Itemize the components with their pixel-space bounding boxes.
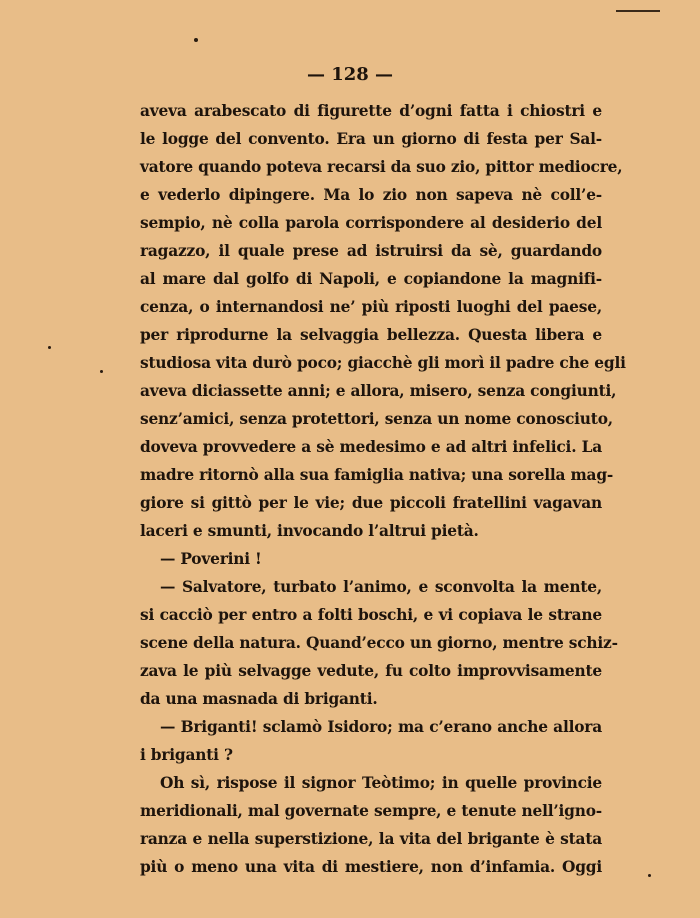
text-line: — Salvatore, turbato l’animo, e sconvolta la mente, [160,578,602,596]
page-text-body [140,97,626,881]
text-line: al mare dal golfo di Napoli, e copiandone la magnifi- [140,270,602,288]
text-line: ranza e nella superstizione, la vita del brigante è stata [140,830,602,848]
scan-artifact-mark [616,0,660,12]
text-line: senz’amici, senza protettori, senza un nome conosciuto, [140,410,613,428]
text-line: scene della natura. Quand’ecco un giorno, mentre schiz- [140,634,618,652]
page-number: — 128 — [306,64,394,85]
text-line: meridionali, mal governate sempre, e tenute nell’igno- [140,802,602,820]
text-line: aveva arabescato di figurette d’ogni fatta i chiostri e [140,102,602,120]
text-line: si cacciò per entro a folti boschi, e vi copiava le strane [140,606,602,624]
text-line: più o meno una vita di mestiere, non d’infamia. Oggi [140,858,602,876]
text-line: ragazzo, il quale prese ad istruirsi da sè, guardando [140,242,602,260]
text-line: — Briganti! sclamò Isidoro; ma c’erano anche allora [160,718,602,736]
text-line: sempio, nè colla parola corrispondere al desiderio del [140,214,602,232]
text-line: madre ritornò alla sua famiglia nativa; una sorella mag- [140,466,614,484]
text-line: Oh sì, rispose il signor Teòtimo; in quelle provincie [160,774,602,792]
text-line: vatore quando poteva recarsi da suo zio, pittor mediocre, [140,158,623,176]
text-line: studiosa vita durò poco; giacchè gli morì il padre che egli [140,354,626,372]
text-line: — Poverini ! [160,550,262,568]
text-line: da una masnada di briganti. [140,690,378,708]
text-line: giore si gittò per le vie; due piccoli fratellini vagavan [140,494,602,512]
scan-speck [194,38,198,42]
text-line: per riprodurne la selvaggia bellezza. Questa libera e [140,326,602,344]
text-line: zava le più selvagge vedute, fu colto improvvisamente [140,662,602,680]
text-line: le logge del convento. Era un giorno di festa per Sal- [140,130,602,148]
scan-speck [48,346,51,349]
text-line: e vederlo dipingere. Ma lo zio non sapeva nè coll’e- [140,186,602,204]
text-line: doveva provvedere a sè medesimo e ad altri infelici. La [140,438,602,456]
text-line: i briganti ? [140,746,233,764]
scan-speck [648,874,651,877]
scan-speck [100,370,103,373]
text-line: cenza, o internandosi ne’ più riposti luoghi del paese, [140,298,602,316]
text-line: aveva diciassette anni; e allora, misero, senza congiunti, [140,382,617,400]
text-line: laceri e smunti, invocando l’altrui pietà. [140,522,479,540]
